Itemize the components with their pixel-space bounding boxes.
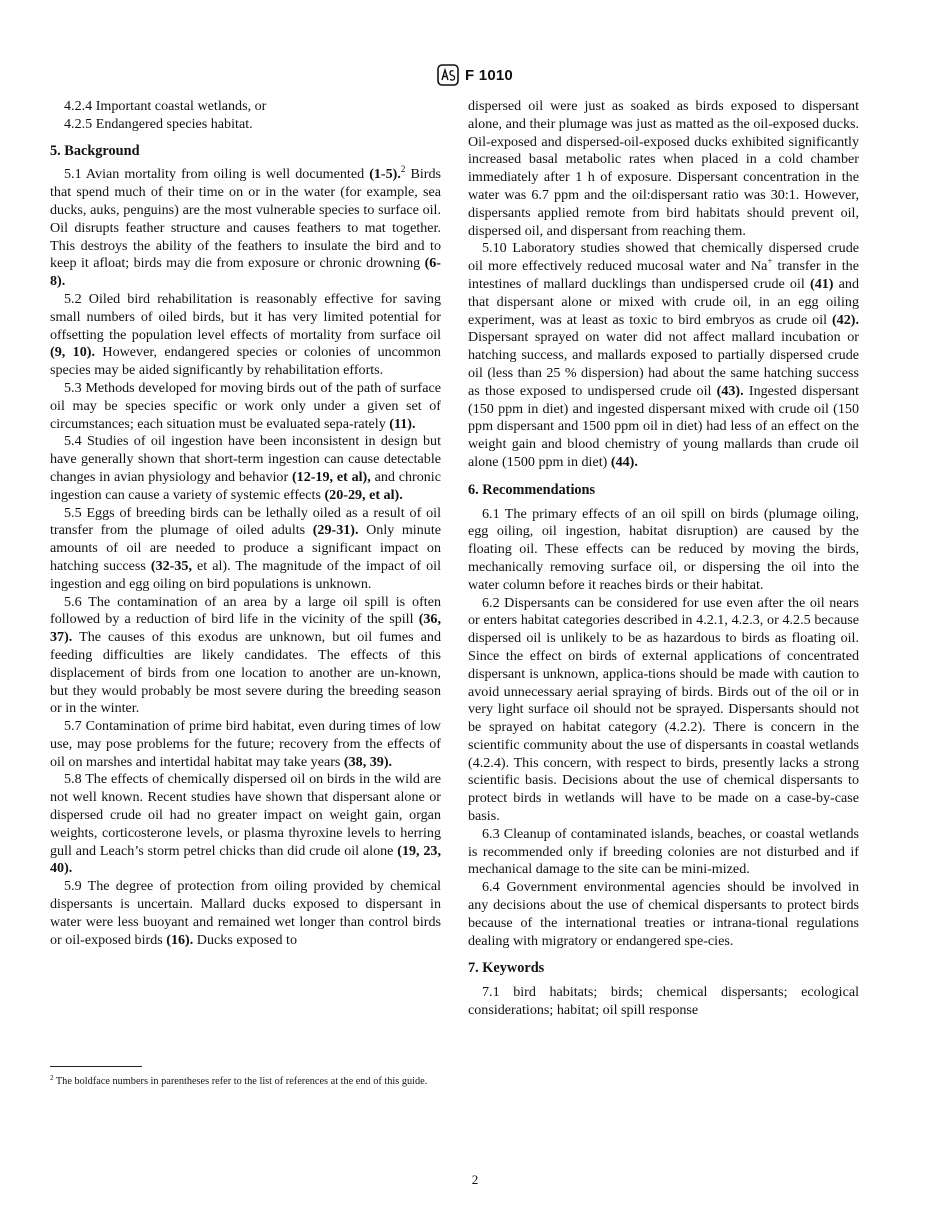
- footnote-marker: 2: [400, 164, 406, 175]
- paragraph-5-7: 5.7 Contamination of prime bird habitat, even during times of low use, may pose problems for the future; recovery from the effects of oil on marshes and intertidal habitat may take years (38, 39).: [50, 718, 441, 770]
- page-number: 2: [471, 1172, 479, 1187]
- page-header: [0, 64, 950, 86]
- paragraph-6-1: 6.1 The primary effects of an oil spill on birds (plumage oiling, egg oiling, oil ingestion, habitat disruption) are caused by the floating oil. These effects can be reduced by moving the birds, mechanically removing surface oil, or dispersing the oil into the water column before it reaches birds or their habitat.: [468, 505, 859, 593]
- paragraph-5-6: 5.6 The contamination of an area by a large oil spill is often followed by a reduction of bird life in the vicinity of the spill (36, 37). The causes of this exodus are unknown, but oil fumes and feeding difficulties are likely candidates. The effects of this displacement of birds from one location to another are un-known, but they would probably be most severe during the breeding season or in the winter.: [50, 593, 441, 717]
- footnote-divider: [50, 1066, 142, 1067]
- right-column: [468, 98, 859, 1020]
- paragraph-5-3: 5.3 Methods developed for moving birds out of the path of surface oil may be species specific or work only under a given set of circumstances; each situation must be evaluated sepa-rately (11).: [50, 379, 441, 432]
- paragraph-5-5: 5.5 Eggs of breeding birds can be lethally oiled as a result of oil transfer from the plumage of oiled adults (29-31). Only minute amounts of oil are needed to produce a significant impact on hatching success (32-35, et al). The magnitude of the impact of oil ingestion and egg oiling on bird populations is unknown.: [50, 504, 441, 592]
- document-number: F 1010: [465, 66, 513, 84]
- paragraph-6-2: 6.2 Dispersants can be considered for use even after the oil nears or enters habitat categories described in 4.2.1, 4.2.3, or 4.2.5 because dispersed oil is unlikely to be as hazardous to birds as floating oil. Since the effect on birds of external applications of concentrated dispersant is unknown, applica-tions should be made with caution to avoid unnecessary aerial spraying of birds. Birds out of the oil or in very light surface oil should not be sprayed. Dispersants should not be sprayed on habitat category (4.2.2). There is concern in the scientific community about the use of dispersants in coastal wetlands (4.2.4). This concern, with respect to birds, presently lacks a strong scientific basis. Decisions about the use of chemical dispersants to protect birds in wetlands will have to be made on a case-by-case basis.: [468, 594, 859, 825]
- paragraph-5-10: 5.10 Laboratory studies showed that chemically dispersed crude oil more effectively reduced mucosal water and Na+ transfer in the intestines of mallard ducklings than undispersed crude oil (41) and that dispersant alone or mixed with crude oil, in an egg oiling experiment, was at least as toxic to bird embryos as crude oil (42). Dispersant sprayed on water did not affect mallard incubation or hatching success, and mallards exposed to partially dispersed crude oil (less than 25 % dispersion) had about the same hatching success as those exposed to undispersed crude oil (43). Ingested dispersant (150 ppm in diet) and ingested dispersant mixed with crude oil (150 ppm dispersant and 1500 ppm oil in diet) had less of an effect on the weight gain and blood chemistry of young mallards than crude oil alone (1500 ppm in diet) (44).: [468, 240, 860, 470]
- section-heading-recommendations: 6. Recommendations: [468, 481, 596, 498]
- astm-logo-icon: [437, 64, 459, 86]
- paragraph-6-4: 6.4 Government environmental agencies should be involved in any decisions about the use of chemical dispersants to protect birds because of the international treaties or intrana-tional regulations dealing with migratory or endangered spe-cies.: [468, 879, 859, 949]
- paragraph-5-9: 5.9 The degree of protection from oiling provided by chemical dispersants is uncertain. Mallard ducks exposed to dispersant in water were less buoyant and remained wet longer than control birds or oil-exposed birds (16). Ducks exposed to: [50, 878, 441, 948]
- section-heading-keywords: 7. Keywords: [468, 960, 545, 977]
- paragraph-5-1: 5.1 Avian mortality from oiling is well documented (1-5).$^2$ Birds that spend much of their time on or in the water (for example, sea ducks, auks, penguins) are the most vulnerable species to surface oil. Oil disrupts feather structure and causes feathers to mat together. This destroys the ability of the feathers to insulate the bird and to keep it afloat; birds may die from exposure or chronic drowning (6-8).: [50, 164, 441, 290]
- paragraph-7-1: 7.1 bird habitats; birds; chemical dispersants; ecological considerations; habitat; oil spill response: [468, 984, 859, 1019]
- paragraph-6-3: 6.3 Cleanup of contaminated islands, beaches, or coastal wetlands is recommended only if breeding colonies are not disturbed and if mechanical damage to the site can be mini-mized.: [468, 825, 859, 878]
- list-item: 4.2.5 Endangered species habitat.: [64, 115, 253, 132]
- list-item: 4.2.4 Important coastal wetlands, or: [64, 98, 267, 114]
- left-column: [50, 98, 441, 949]
- paragraph-5-4: 5.4 Studies of oil ingestion have been inconsistent in design but have generally shown that short-term ingestion can cause detectable changes in avian physiology and behavior (12-19, et al), and chronic ingestion can cause a variety of systemic effects (20-29, et al).: [50, 433, 441, 503]
- paragraph-5-2: 5.2 Oiled bird rehabilitation is reasonably effective for saving small numbers of oiled birds, but it has very limited potential for offsetting the population level effects of mortality from surface oil (9, 10). However, endangered species or colonies of uncommon species may be aided significantly by rehabilitation efforts.: [50, 290, 441, 379]
- section-heading-background: 5. Background: [50, 142, 140, 159]
- paragraph-5-8: 5.8 The effects of chemically dispersed oil on birds in the wild are not well known. Recent studies have shown that dispersant alone or dispersed crude oil had no greater impact on weight gain, organ weights, corticosterone levels, or plasma thyroxine levels to herring gull and Leach’s storm petrel chicks than did crude oil alone (19, 23, 40).: [50, 771, 441, 877]
- paragraph-5-9-continued: dispersed oil were just as soaked as birds exposed to dispersant alone, and their plumage was just as matted as the oil-exposed ducks. Oil-exposed and dispersed-oil-exposed ducks exhibited significantly increased basal metabolic rates when placed in a cold chamber immediately after 1 h of exposure. Dispersant concentration in the water was 6.7 ppm and the oil:dispersant ratio was 30:1. However, dispersants applied remote from bird habitats should prevent oil, dispersed oil, and dispersant from reaching them.: [468, 98, 859, 239]
- footnote: $^2$ The boldface numbers in parentheses refer to the list of references at the end of this guide.: [50, 1074, 428, 1087]
